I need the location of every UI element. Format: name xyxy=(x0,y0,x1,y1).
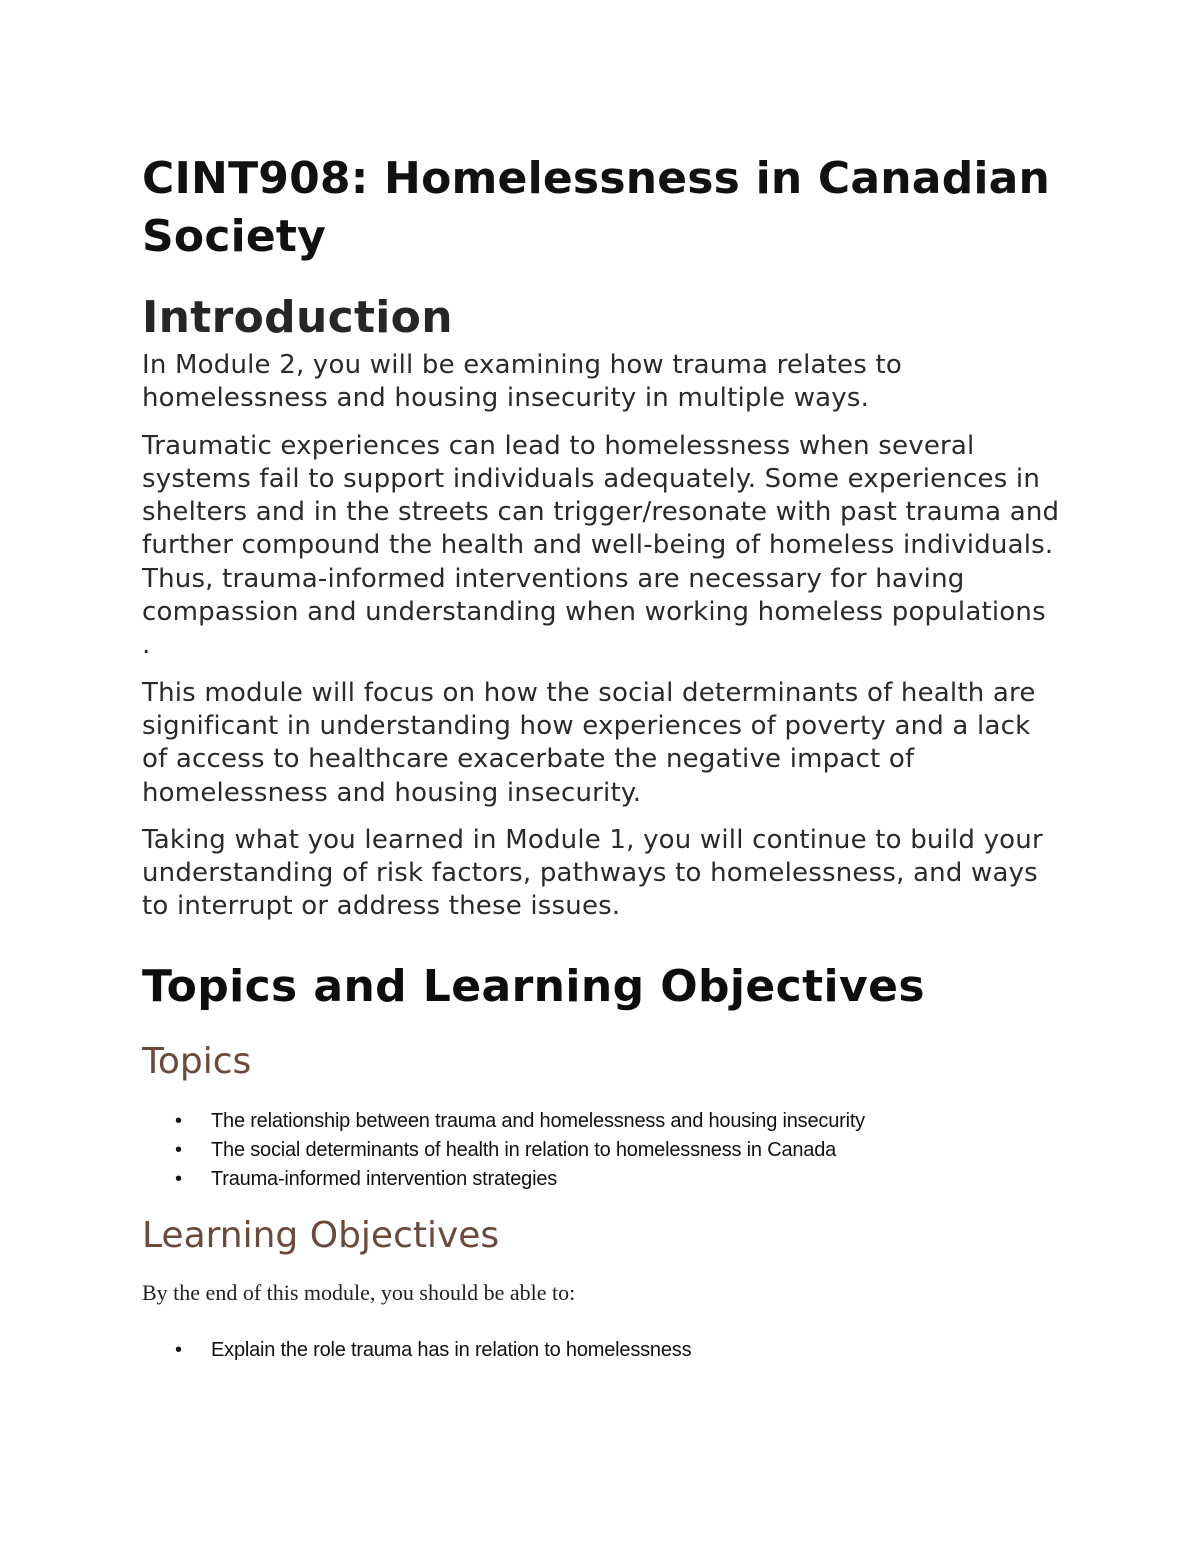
introduction-heading: Introduction xyxy=(142,292,453,343)
learning-objectives-heading: Learning Objectives xyxy=(142,1214,500,1256)
list-item xyxy=(142,1336,1062,1365)
objectives-intro: By the end of this module, you should be able to: xyxy=(142,1279,576,1305)
intro-paragraph-4: Taking what you learned in Module 1, you will continue to build your understanding of risk factors, pathways to homelessness, and ways to interrupt or address these issues. xyxy=(142,824,1043,922)
topics-heading: Topics xyxy=(142,1040,252,1082)
topic-text: The social determinants of health in relation to homelessness in Canada xyxy=(211,1138,837,1161)
topic-text: Trauma-informed intervention strategies xyxy=(211,1167,558,1190)
objective-text: Explain the role trauma has in relation to homelessness xyxy=(211,1338,692,1361)
list-item xyxy=(142,1165,1062,1194)
bullet-icon: • xyxy=(175,1167,182,1190)
bullet-icon: • xyxy=(175,1138,182,1161)
topic-text: The relationship between trauma and homelessness and housing insecurity xyxy=(211,1109,865,1132)
topics-and-objectives-heading: Topics and Learning Objectives xyxy=(142,960,925,1012)
intro-paragraph-1: In Module 2, you will be examining how trauma relates to homelessness and housing insecurity in multiple ways. xyxy=(142,350,902,414)
list-item xyxy=(142,1136,1062,1165)
bullet-icon: • xyxy=(175,1109,182,1132)
intro-paragraph-2: Traumatic experiences can lead to homelessness when several systems fail to support individuals adequately. Some experiences in shelters and in the streets can trigger/resonate with past trauma and further compound the health and well-being of homeless individuals. Thus, trauma-informed interventions are necessary for having compassion and understanding when working homeless populations . xyxy=(142,430,1060,661)
bullet-icon: • xyxy=(175,1338,182,1361)
list-item xyxy=(142,1107,1062,1136)
objectives-list xyxy=(142,1336,1062,1365)
document-title: CINT908: Homelessness in Canadian Society xyxy=(142,153,1051,262)
document-body xyxy=(142,150,1062,1365)
intro-paragraph-3: This module will focus on how the social determinants of health are significant in understanding how experiences of poverty and a lack of access to healthcare exacerbate the negative impact of homelessness and housing insecurity. xyxy=(142,677,1036,808)
topics-list xyxy=(142,1107,1062,1194)
